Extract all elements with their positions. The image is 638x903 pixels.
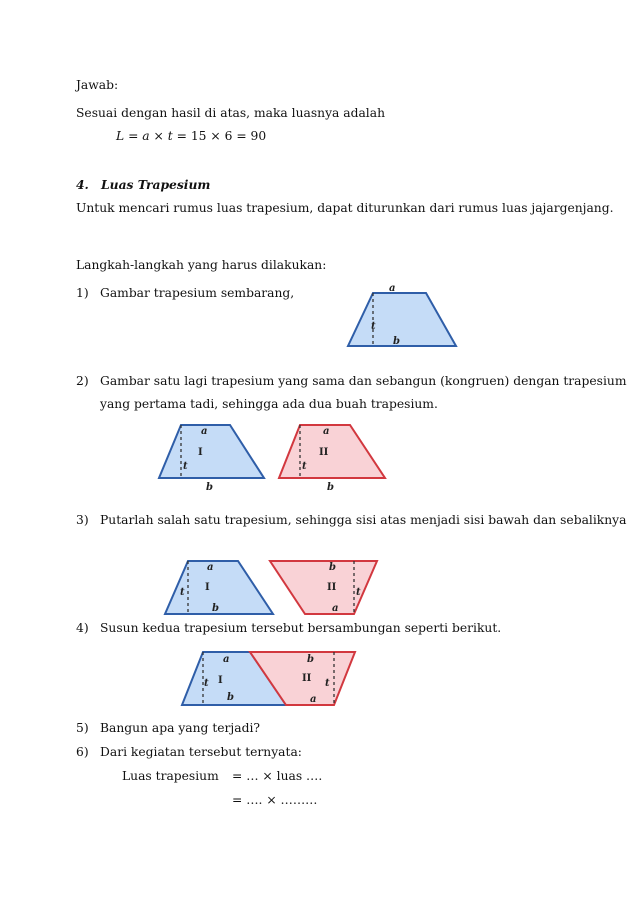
label-b: b bbox=[393, 336, 400, 347]
section-title: Luas Trapesium bbox=[101, 177, 211, 192]
answer-text: Sesuai dengan hasil di atas, maka luasnya adalah bbox=[76, 106, 385, 120]
label-t: t bbox=[371, 321, 376, 332]
formula-L: L bbox=[116, 129, 125, 143]
formula-t: t bbox=[167, 129, 173, 143]
trapezoid-II-label-t: t bbox=[356, 587, 361, 598]
section-number: 4. bbox=[76, 177, 89, 192]
trapezoid-II-label-a: a bbox=[332, 603, 339, 614]
trapezoid-II-label-b: b bbox=[329, 562, 336, 573]
formula-eq: = bbox=[124, 129, 143, 143]
step-6-text: Dari kegiatan tersebut ternyata: bbox=[100, 745, 302, 759]
step-1-number: 1) bbox=[76, 286, 89, 300]
trapezoid-II-label-t: t bbox=[302, 461, 307, 472]
step-4-number: 4) bbox=[76, 621, 89, 635]
trapezoid-I-label-roman: I bbox=[218, 675, 223, 686]
step-2-text: Gambar satu lagi trapesium yang sama dan sebangun (kongruen) dengan trapesium bbox=[100, 374, 627, 388]
formula-a: a bbox=[142, 129, 150, 143]
trapezoid-figure-3 bbox=[163, 559, 379, 617]
step-4-text: Susun kedua trapesium tersebut bersambungan seperti berikut. bbox=[100, 621, 502, 635]
formula bbox=[116, 129, 266, 143]
trapezoid-I-label-b: b bbox=[227, 692, 234, 703]
trapezoid-II-label-a: a bbox=[310, 694, 317, 705]
step-2-number: 2) bbox=[76, 374, 89, 388]
trapezoid-I-label-a: a bbox=[207, 562, 214, 573]
trapezoid-I-label-a: a bbox=[201, 426, 208, 437]
formula-rest: = 15 × 6 = 90 bbox=[172, 129, 267, 143]
step-2-text-line2: yang pertama tadi, sehingga ada dua buah trapesium. bbox=[100, 397, 438, 411]
trapezoid-II-label-b: b bbox=[307, 654, 314, 665]
step-5-text: Bangun apa yang terjadi? bbox=[100, 721, 260, 735]
trapezoid-II-label-roman: II bbox=[327, 582, 337, 593]
intro-text: Untuk mencari rumus luas trapesium, dapat diturunkan dari rumus luas jajargenjang. bbox=[76, 201, 614, 215]
trapezoid-II-label-roman: II bbox=[319, 447, 329, 458]
trapezoid-I-shape bbox=[159, 425, 264, 478]
trapezoid-I-label-t: t bbox=[180, 587, 185, 598]
trapezoid-I-label-b: b bbox=[206, 482, 213, 493]
answer-label: Jawab: bbox=[76, 78, 119, 92]
trapezoid-I-label-b: b bbox=[212, 603, 219, 614]
trapezoid-II-shape bbox=[279, 425, 385, 478]
trapezoid-figure-2 bbox=[157, 421, 389, 493]
result-line-2: = …. × ……… bbox=[232, 793, 318, 807]
trapezoid-figure-1 bbox=[346, 283, 458, 349]
result-label: Luas trapesium bbox=[122, 769, 219, 783]
trapezoid-I-label-roman: I bbox=[205, 582, 210, 593]
step-6-number: 6) bbox=[76, 745, 89, 759]
steps-heading: Langkah-langkah yang harus dilakukan: bbox=[76, 258, 327, 272]
trapezoid-II-label-a: a bbox=[323, 426, 330, 437]
trapezoid-II-label-roman: II bbox=[302, 673, 312, 684]
trapezoid-II-rotated-shape bbox=[270, 561, 377, 614]
step-3-number: 3) bbox=[76, 513, 89, 527]
step-1-text: Gambar trapesium sembarang, bbox=[100, 286, 295, 300]
trapezoid-I-label-roman: I bbox=[198, 447, 203, 458]
step-5-number: 5) bbox=[76, 721, 89, 735]
trapezoid-I-label-t: t bbox=[183, 461, 188, 472]
step-3-text: Putarlah salah satu trapesium, sehingga sisi atas menjadi sisi bawah dan sebaliknya bbox=[100, 513, 627, 527]
trapezoid-II-label-t: t bbox=[325, 678, 330, 689]
result-line-1: = … × luas …. bbox=[232, 769, 323, 783]
label-a: a bbox=[389, 283, 396, 294]
formula-times: × bbox=[149, 129, 168, 143]
parallelogram-figure bbox=[180, 650, 358, 708]
trapezoid-I-label-t: t bbox=[204, 678, 209, 689]
trapezoid-I-label-a: a bbox=[223, 654, 230, 665]
trapezoid-shape bbox=[348, 293, 456, 346]
trapezoid-II-label-b: b bbox=[327, 482, 334, 493]
